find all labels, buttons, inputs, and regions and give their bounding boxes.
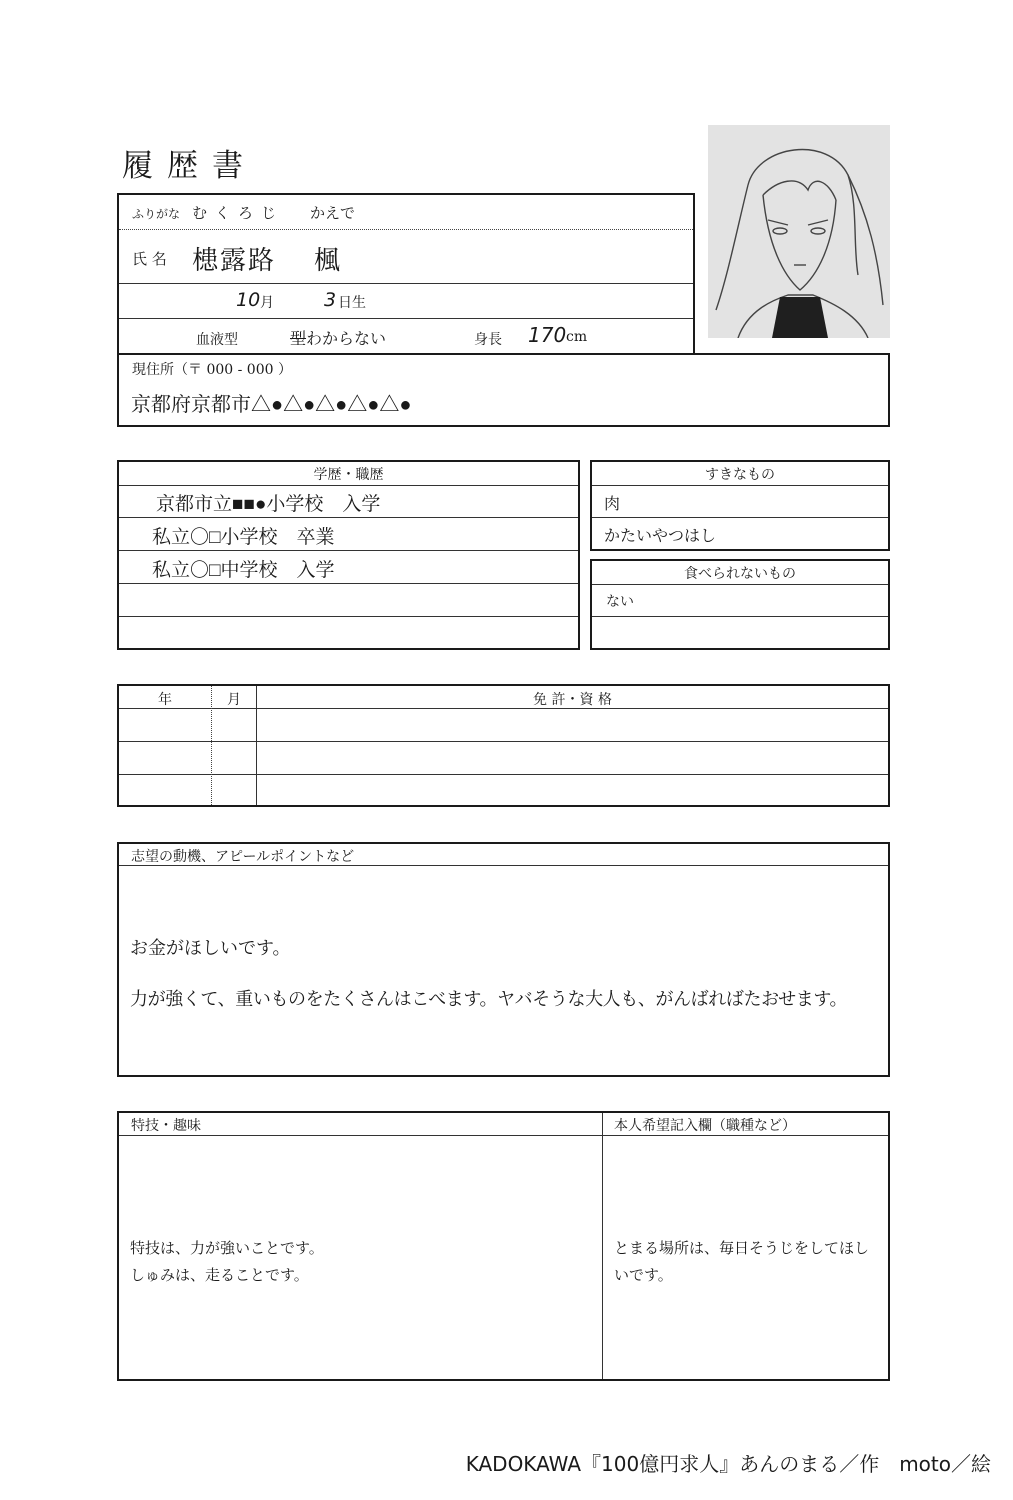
birth-month: 10 <box>236 289 261 311</box>
skills-line: 特技は、力が強いことです。 <box>130 1239 324 1257</box>
height-value: 170 <box>528 323 567 347</box>
education-header: 学歴・職歴 <box>313 467 384 483</box>
licenses-year-header: 年 <box>158 692 172 708</box>
likes-row: かたいやつはし <box>604 526 717 545</box>
blood-type-value: わからない <box>306 329 387 348</box>
portrait-photo <box>708 125 890 338</box>
wishes-header: 本人希望記入欄（職種など） <box>614 1118 796 1134</box>
name-given: 楓 <box>314 246 341 276</box>
skills-header: 特技・趣味 <box>131 1118 201 1134</box>
furigana-family: むくろじ <box>192 204 285 222</box>
education-row: 私立〇□中学校 入学 <box>152 559 335 581</box>
furigana-given: かえで <box>310 204 356 222</box>
birth-month-unit: 月 <box>260 295 274 311</box>
name-family: 槵露路 <box>192 246 277 276</box>
motivation-line: お金がほしいです。 <box>130 938 291 959</box>
blood-type-struck: 型 <box>290 329 307 348</box>
cannot-eat-row: ない <box>606 594 634 610</box>
likes-row: 肉 <box>604 494 621 513</box>
likes-header: すきなもの <box>705 467 775 483</box>
licenses-month-header: 月 <box>227 692 241 708</box>
education-row: 京都市立■■●小学校 入学 <box>156 493 381 515</box>
birth-day: 3 <box>324 289 337 311</box>
height-label: 身長 <box>474 332 502 348</box>
credit-line: KADOKAWA『100億円求人』あんのまる／作 moto／絵 <box>465 1452 991 1476</box>
address-value: 京都府京都市△●△●△●△●△● <box>131 392 412 416</box>
motivation-header: 志望の動機、アピールポイントなど <box>131 849 355 865</box>
page-title: 履歴書 <box>122 148 257 184</box>
address-label: 現住所（〒 000 - 000 ） <box>132 362 292 378</box>
cannot-eat-header: 食べられないもの <box>684 566 796 582</box>
education-row: 私立〇□小学校 卒業 <box>152 526 335 548</box>
height-unit: cm <box>566 329 588 345</box>
motivation-line: 力が強くて、重いものをたくさんはこべます。ヤバそうな大人も、がんばればたおせます。 <box>130 989 848 1010</box>
portrait-collar <box>772 297 828 338</box>
furigana-label: ふりがな <box>132 207 181 221</box>
name-label: 氏 名 <box>132 250 167 268</box>
blood-type-label: 血液型 <box>196 332 238 348</box>
licenses-name-header: 免 許・資 格 <box>533 692 612 708</box>
wishes-line: とまる場所は、毎日そうじをしてほし <box>614 1239 870 1257</box>
skills-line: しゅみは、走ることです。 <box>130 1266 309 1284</box>
wishes-line: いです。 <box>614 1266 673 1284</box>
birth-day-unit: 日生 <box>338 295 366 311</box>
